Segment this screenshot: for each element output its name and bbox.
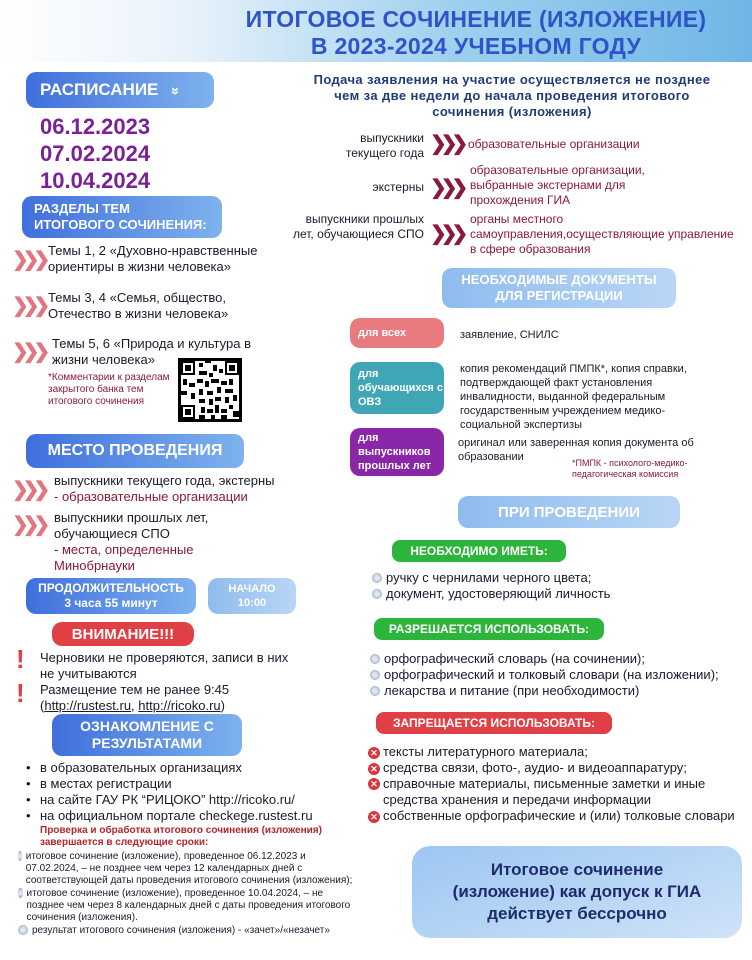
list-item: • в образовательных организациях <box>26 760 356 776</box>
results-label: ОЗНАКОМЛЕНИЕ С РЕЗУЛЬТАТАМИ <box>80 718 214 751</box>
x-circle-icon: ✕ <box>368 778 380 790</box>
start-value: 10:00 <box>237 597 267 609</box>
list-item: орфографический словарь (на сочинении); <box>384 651 645 666</box>
sep: , <box>131 698 139 713</box>
check-title: Проверка и обработка итогового сочинения (изложения) завершается в следующие сроки: <box>40 825 322 848</box>
duration-value: 3 часа 55 минут <box>64 596 158 610</box>
attention-item: Черновики не проверяются, записи в них не учитываются <box>40 650 289 681</box>
place-item-location: - образовательные организации <box>54 489 248 504</box>
validity-note: Итоговое сочинение (изложение) как допуск к ГИА действует бессрочно <box>452 860 702 923</box>
x-circle-icon: ✕ <box>368 747 380 759</box>
bullet-icon <box>18 925 28 935</box>
duration-label: ПРОДОЛЖИТЕЛЬНОСТЬ <box>38 581 184 595</box>
doc-tag-label: для выпускников прошлых лет <box>358 432 432 472</box>
list-item: собственные орфографические и (или) толковые словари <box>383 808 735 823</box>
chevrons-icon: ❯❯❯ <box>12 341 45 363</box>
place-label: МЕСТО ПРОВЕДЕНИЯ <box>47 442 223 459</box>
paren: ) <box>220 698 225 713</box>
check-item: итоговое сочинение (изложение), проведенное 06.12.2023 и 07.02.2024, – не позднее чем через 12 календарных дней с соответствующей даты проведения итогового сочинения (изложения); <box>25 851 353 886</box>
attention-badge <box>52 622 194 646</box>
qr-code-icon[interactable] <box>178 358 242 422</box>
schedule-header <box>26 72 214 108</box>
paren: ( <box>40 698 45 713</box>
list-item: лекарства и питание (при необходимости) <box>384 683 640 698</box>
start-label: НАЧАЛО <box>228 583 276 595</box>
place-item-text: выпускники текущего года, экстерны <box>54 473 275 488</box>
allowed-badge: РАЗРЕШАЕТСЯ ИСПОЛЬЗОВАТЬ: <box>374 618 604 640</box>
ricoko-link[interactable]: http://ricoko.ru <box>138 698 221 713</box>
check-item: результат итогового сочинения (изложения) - «зачет»/«незачет» <box>32 925 330 936</box>
bullet-icon <box>18 888 23 898</box>
topic-item: Темы 1, 2 «Духовно-нравственные ориентиры в жизни человека» <box>48 243 258 274</box>
dash: - <box>54 542 62 557</box>
list-item: ручку с чернилами черного цвета; <box>386 570 592 585</box>
application-header: Подача заявления на участие осуществляется не позднее чем за две недели до начала проведения итогового сочинения (изложения) <box>313 72 711 119</box>
chevrons-icon: ❯❯❯ <box>12 295 45 317</box>
application-place: органы местного самоуправления,осуществляющие управление в сфере образования <box>470 212 734 256</box>
place-header <box>26 434 244 468</box>
doc-tag <box>350 428 444 476</box>
exclamation-icon: ! <box>16 644 25 674</box>
exclamation-icon: ! <box>16 678 25 708</box>
list-item: документ, удостоверяющий личность <box>386 586 611 601</box>
rustest-link[interactable]: http://rustest.ru <box>44 698 132 713</box>
chevrons-icon: ❯❯❯ <box>430 133 463 155</box>
documents-label: НЕОБХОДИМЫЕ ДОКУМЕНТЫ ДЛЯ РЕГИСТРАЦИИ <box>461 272 657 303</box>
list-item: орфографический и толковый словари (на изложении); <box>384 667 719 682</box>
check-list <box>18 851 358 937</box>
title-line-2: В 2023-2024 УЧЕБНОМ ГОДУ <box>310 33 642 59</box>
list-item: тексты литературного материала; <box>383 744 588 759</box>
documents-header <box>442 268 676 308</box>
place-item-text: выпускники прошлых лет, обучающиеся СПО <box>54 510 209 541</box>
doc-text: оригинал или заверенная копия документа об образовании <box>458 437 694 463</box>
application-place: образовательные организации <box>468 137 640 151</box>
list-item[interactable]: • на официальном портале checkege.rustest.ru <box>26 808 356 824</box>
topic-item: Темы 5, 6 «Природа и культура в жизни человека» <box>52 336 251 367</box>
title-line-1: ИТОГОВОЕ СОЧИНЕНИЕ (ИЗЛОЖЕНИЕ) <box>245 6 707 32</box>
chevrons-icon: ❯❯❯ <box>12 514 45 536</box>
bullet-icon <box>372 589 382 599</box>
bullet-icon <box>18 851 22 861</box>
attention-label: ВНИМАНИЕ!!! <box>71 625 175 643</box>
applicant-type: выпускники текущего года <box>345 131 424 160</box>
x-circle-icon: ✕ <box>368 811 380 823</box>
doc-tag-label: для всех <box>358 327 407 339</box>
chevrons-icon: ❯❯❯ <box>12 249 45 271</box>
schedule-date: 06.12.2023 <box>40 114 151 139</box>
bullet-icon <box>370 670 380 680</box>
duration-badge <box>26 578 196 614</box>
check-item: итоговое сочинение (изложение), проведенное 10.04.2024, – не позднее чем через 8 календарных дней с даты проведения итогового сочинения (изложения). <box>26 888 351 923</box>
conduct-label: ПРИ ПРОВЕДЕНИИ <box>498 503 640 521</box>
schedule-date: 07.02.2024 <box>40 141 151 166</box>
place-item-location: места, определенные Минобрнауки <box>54 542 194 573</box>
applicant-type: выпускники прошлых лет, обучающиеся СПО <box>292 212 424 241</box>
topics-header <box>22 196 222 238</box>
applicant-type: экстерны <box>372 180 424 194</box>
doc-tag-label: для обучающихся с ОВЗ <box>358 368 443 408</box>
attention-item-text: Размещение тем не ранее 9:45 <box>40 682 230 697</box>
doc-tag <box>350 318 444 348</box>
forbidden-badge: ЗАПРЕЩАЕТСЯ ИСПОЛЬЗОВАТЬ: <box>376 712 612 734</box>
list-item: средства связи, фото-, аудио- и видеоаппаратуру; <box>383 760 687 775</box>
bullet-icon <box>370 686 380 696</box>
page-title <box>200 6 752 60</box>
attention-item <box>40 682 300 714</box>
doc-text: заявление, СНИЛС <box>460 329 559 341</box>
chevrons-icon: ❯❯❯ <box>430 177 463 199</box>
start-badge <box>208 578 296 614</box>
application-place: образовательные организации, выбранные экстернами для прохождения ГИА <box>470 163 645 207</box>
topics-label: РАЗДЕЛЫ ТЕМ ИТОГОВОГО СОЧИНЕНИЯ: <box>34 201 207 232</box>
allowed-list <box>370 651 750 699</box>
chevrons-icon: ❯❯❯ <box>430 223 463 245</box>
must-have-badge: НЕОБХОДИМО ИМЕТЬ: <box>392 540 566 562</box>
x-circle-icon: ✕ <box>368 763 380 775</box>
doc-tag <box>350 362 444 414</box>
conduct-header <box>458 496 680 528</box>
schedule-dates <box>40 113 150 194</box>
list-item[interactable]: • на сайте ГАУ РК “РИЦОКО” http://ricoko.ru/ <box>26 792 356 808</box>
bullet-icon <box>370 654 380 664</box>
schedule-label: РАСПИСАНИЕ <box>40 80 159 99</box>
pmpk-note: *ПМПК - психолого-медико-педагогическая комиссия <box>572 458 688 479</box>
bullet-icon <box>372 573 382 583</box>
schedule-date: 10.04.2024 <box>40 168 151 193</box>
list-item: • в местах регистрации <box>26 776 356 792</box>
must-have-list <box>372 570 712 602</box>
doc-text: копия рекомендаций ПМПК*, копия справки, подтверждающей факт установления инвалидности, выданной федеральным государственным учреждением медико-социальной экспертизы <box>460 363 687 431</box>
validity-note-box <box>412 846 742 938</box>
results-list <box>26 760 356 824</box>
topics-note: *Комментарии к разделам закрытого банка тем итогового сочинения <box>48 372 170 407</box>
forbidden-list <box>368 744 748 824</box>
list-item: справочные материалы, письменные заметки и иные средства хранения и передачи информации <box>383 776 706 807</box>
double-chevron-down-icon: » <box>167 86 185 94</box>
topic-item: Темы 3, 4 «Семья, общество, Отечество в жизни человека» <box>48 290 229 321</box>
results-header <box>52 714 242 756</box>
chevrons-icon: ❯❯❯ <box>12 479 45 501</box>
